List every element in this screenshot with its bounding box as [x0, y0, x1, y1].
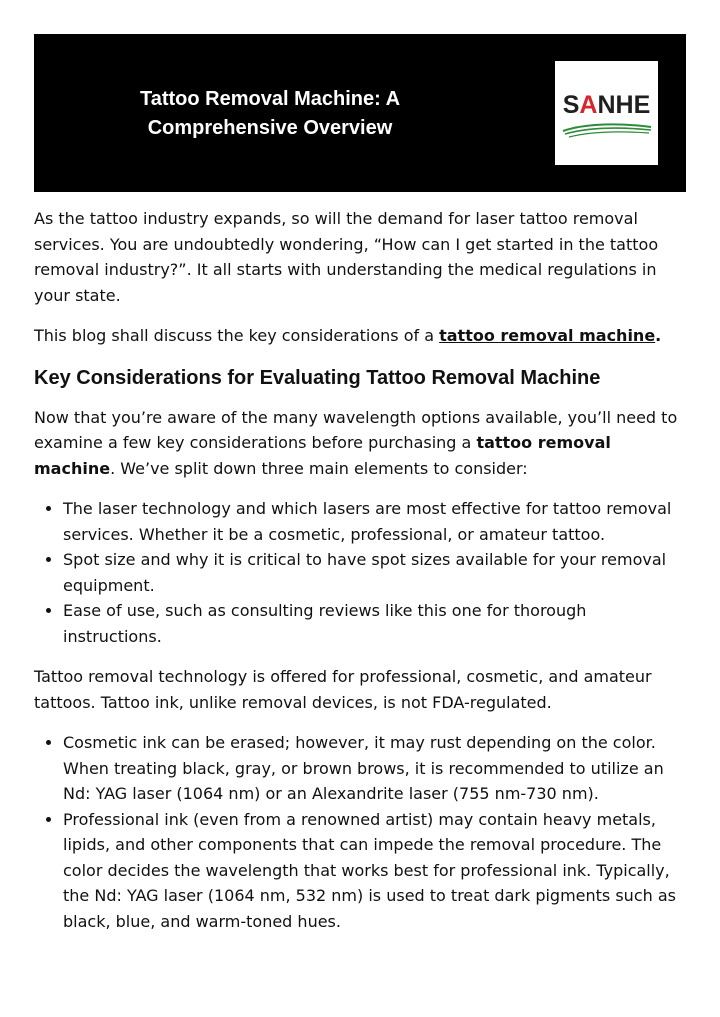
technology-paragraph: Tattoo removal technology is offered for professional, cosmetic, and amateur tattoos. Tattoo ink, unlike removal devices, is not FDA-regulated. [34, 667, 652, 712]
list-item: • Ease of use, such as consulting reviews like this one for thorough instructions. [63, 598, 688, 649]
ink-types-list [34, 730, 688, 934]
list-item: • Spot size and why it is critical to have spot sizes available for your removal equipment. [63, 547, 688, 598]
article-body [34, 206, 688, 949]
logo-swoosh-icon [561, 119, 653, 141]
considerations-list [34, 496, 688, 649]
tattoo-removal-machine-link[interactable]: tattoo removal machine [439, 326, 656, 345]
list-item: • Cosmetic ink can be erased; however, it may rust depending on the color. When treating black, gray, or brown brows, it is recommended to utilize an Nd: YAG laser (1064 nm) or an Alexandrite laser (755 nm-730 nm). [63, 730, 688, 807]
list-item: • Professional ink (even from a renowned artist) may contain heavy metals, lipids, and other components that can impede the removal procedure. The color decides the wavelength that works best for professional ink. Typically, the Nd: YAG laser (1064 nm, 532 nm) is used to treat dark pigments such as black, blue, and warm-toned hues. [63, 807, 688, 935]
header-banner [34, 34, 686, 192]
logo-wordmark: SANHE [562, 91, 651, 119]
section-heading: Key Considerations for Evaluating Tattoo Removal Machine [34, 366, 601, 389]
tattoo-removal-machine-bold: tattoo removal machine [34, 433, 611, 478]
page-title: Tattoo Removal Machine: A Comprehensive Overview [139, 88, 401, 139]
considerations-paragraph: Now that you’re aware of the many wavelength options available, you’ll need to examine a few key considerations before purchasing a tattoo removal machine. We’ve split down three main elements to consider: [34, 407, 678, 478]
blog-paragraph: This blog shall discuss the key considerations of a tattoo removal machine. [34, 326, 662, 345]
list-item: • The laser technology and which lasers are most effective for tattoo removal services. Whether it be a cosmetic, professional, or amateur tattoo. [63, 496, 688, 547]
intro-paragraph: As the tattoo industry expands, so will the demand for laser tattoo removal services. You are undoubtedly wondering, “How can I get started in the tattoo removal industry?”. It all starts with understanding the medical regulations in your state. [34, 209, 659, 305]
sanhe-logo [555, 61, 658, 165]
